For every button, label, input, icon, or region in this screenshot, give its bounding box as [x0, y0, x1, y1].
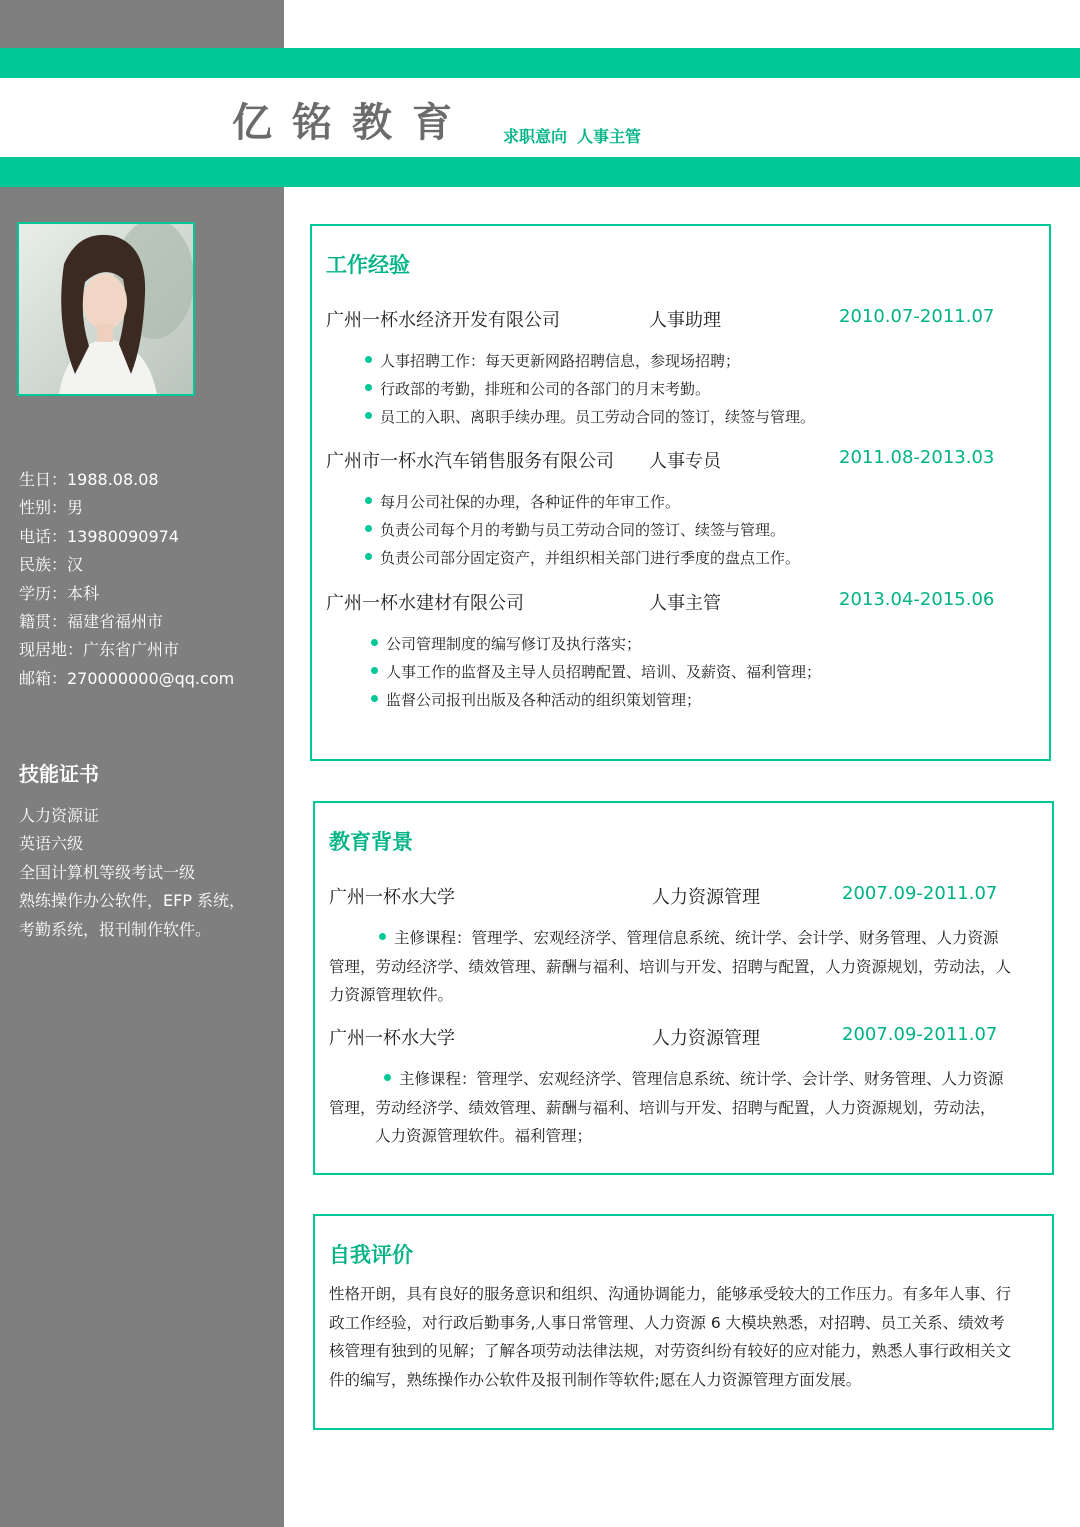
self-evaluation-text — [329, 1280, 1049, 1394]
profile-info — [19, 466, 234, 693]
edu-period: 2007.09-2011.07 — [842, 883, 998, 904]
skill-item: 全国计算机等级考试一级 — [19, 862, 196, 882]
job-intent-value: 人事主管 — [577, 127, 642, 146]
self-evaluation-line: 核管理有独到的见解；了解各项劳动法律法规，对劳资纠纷有较好的应对能力，熟悉人事行政相关文 — [329, 1342, 1012, 1360]
avatar — [17, 222, 195, 396]
profile-ethnicity: 民族：汉 — [19, 555, 84, 575]
profile-degree: 学历：本科 — [19, 583, 100, 603]
profile-hometown: 籍贯：福建省福州市 — [19, 611, 164, 631]
self-evaluation-line: 件的编写，熟练操作办公软件及报刊制作等软件;愿在人力资源管理方面发展。 — [329, 1370, 862, 1389]
profile-email: 邮箱：270000000@qq.com — [19, 668, 235, 688]
job-bullet: 负责公司每个月的考勤与员工劳动合同的签订、续签与管理。 — [365, 519, 785, 540]
edu-period: 2007.09-2011.07 — [842, 1024, 998, 1045]
edu-courses-line: 管理，劳动经济学、绩效管理、薪酬与福利、培训与开发、招聘与配置，人力资源规划，劳动法，人 — [329, 957, 1012, 976]
skill-item: 考勤系统，报刊制作软件。 — [19, 919, 212, 939]
job-period: 2013.04-2015.06 — [839, 589, 995, 610]
edu-school: 广州一杯水大学 — [329, 887, 455, 908]
skill-item: 英语六级 — [19, 834, 84, 854]
job-period: 2010.07-2011.07 — [839, 306, 995, 327]
work-title: 工作经验 — [326, 253, 410, 277]
job-bullet: 每月公司社保的办理，各种证件的年审工作。 — [365, 491, 680, 512]
bullet-dot-icon — [384, 1074, 391, 1081]
avatar-portrait-icon — [19, 224, 193, 394]
header-band-bottom — [0, 157, 1080, 187]
edu-courses-line: 管理，劳动经济学、绩效管理、薪酬与福利、培训与开发、招聘与配置，人力资源规划，劳动法， — [329, 1098, 996, 1117]
skill-item: 人力资源证 — [19, 806, 100, 825]
edu-major: 人力资源管理 — [652, 1028, 760, 1049]
job-intent-label: 求职意向 — [503, 127, 568, 146]
job-bullet: 行政部的考勤，排班和公司的各部门的月末考勤。 — [365, 378, 710, 399]
job-company: 广州一杯水建材有限公司 — [326, 593, 524, 614]
job-company: 广州市一杯水汽车销售服务有限公司 — [326, 451, 614, 472]
resume-name: 亿铭教育 — [232, 100, 472, 146]
job-role: 人事助理 — [649, 310, 721, 331]
job-role: 人事专员 — [649, 451, 721, 472]
edu-major: 人力资源管理 — [652, 887, 760, 908]
self-evaluation-line: 性格开朗，具有良好的服务意识和组织、沟通协调能力，能够承受较大的工作压力。有多年人事、行 — [329, 1285, 1012, 1303]
edu-school: 广州一杯水大学 — [329, 1028, 455, 1049]
skills-title: 技能证书 — [19, 762, 99, 786]
profile-phone: 电话：13980090974 — [19, 526, 179, 546]
profile-birthday: 生日：1988.08.08 — [19, 470, 159, 489]
job-bullet: 人事招聘工作：每天更新网路招聘信息，参现场招聘； — [365, 350, 740, 371]
profile-residence: 现居地：广东省广州市 — [19, 640, 180, 660]
edu-courses — [329, 924, 1049, 1010]
self-evaluation-title: 自我评价 — [329, 1243, 413, 1267]
job-bullet: 员工的入职、离职手续办理。员工劳动合同的签订，续签与管理。 — [365, 406, 815, 427]
job-bullet: 公司管理制度的编写修订及执行落实； — [371, 633, 641, 654]
edu-courses-line: 人力资源管理软件。福利管理； — [375, 1127, 593, 1145]
edu-courses-line: 主修课程：管理学、宏观经济学、管理信息系统、统计学、会计学、财务管理、人力资源 — [399, 1070, 1004, 1088]
job-bullet: 监督公司报刊出版及各种活动的组织策划管理； — [371, 689, 701, 710]
bullet-dot-icon — [379, 933, 386, 940]
edu-courses-line: 主修课程：管理学、宏观经济学、管理信息系统、统计学、会计学、财务管理、人力资源 — [394, 929, 999, 947]
profile-gender: 性别：男 — [19, 498, 84, 518]
job-intent — [503, 124, 651, 147]
skill-item: 熟练操作办公软件，EFP 系统， — [19, 891, 246, 911]
job-bullet: 负责公司部分固定资产，并组织相关部门进行季度的盘点工作。 — [365, 547, 800, 568]
job-period: 2011.08-2013.03 — [839, 447, 995, 468]
job-role: 人事主管 — [649, 593, 721, 614]
edu-courses-line: 力资源管理软件。 — [329, 986, 454, 1004]
job-company: 广州一杯水经济开发有限公司 — [326, 310, 560, 331]
skills-list — [19, 802, 245, 944]
education-title: 教育背景 — [329, 830, 413, 854]
header-band-top — [0, 48, 1080, 78]
edu-courses — [329, 1065, 1049, 1151]
job-bullet: 人事工作的监督及主导人员招聘配置、培训、及薪资、福利管理； — [371, 661, 821, 682]
self-evaluation-line: 政工作经验，对行政后勤事务,人事日常管理、人力资源 6 大模块熟悉，对招聘、员工关系、绩效考 — [329, 1313, 1005, 1332]
